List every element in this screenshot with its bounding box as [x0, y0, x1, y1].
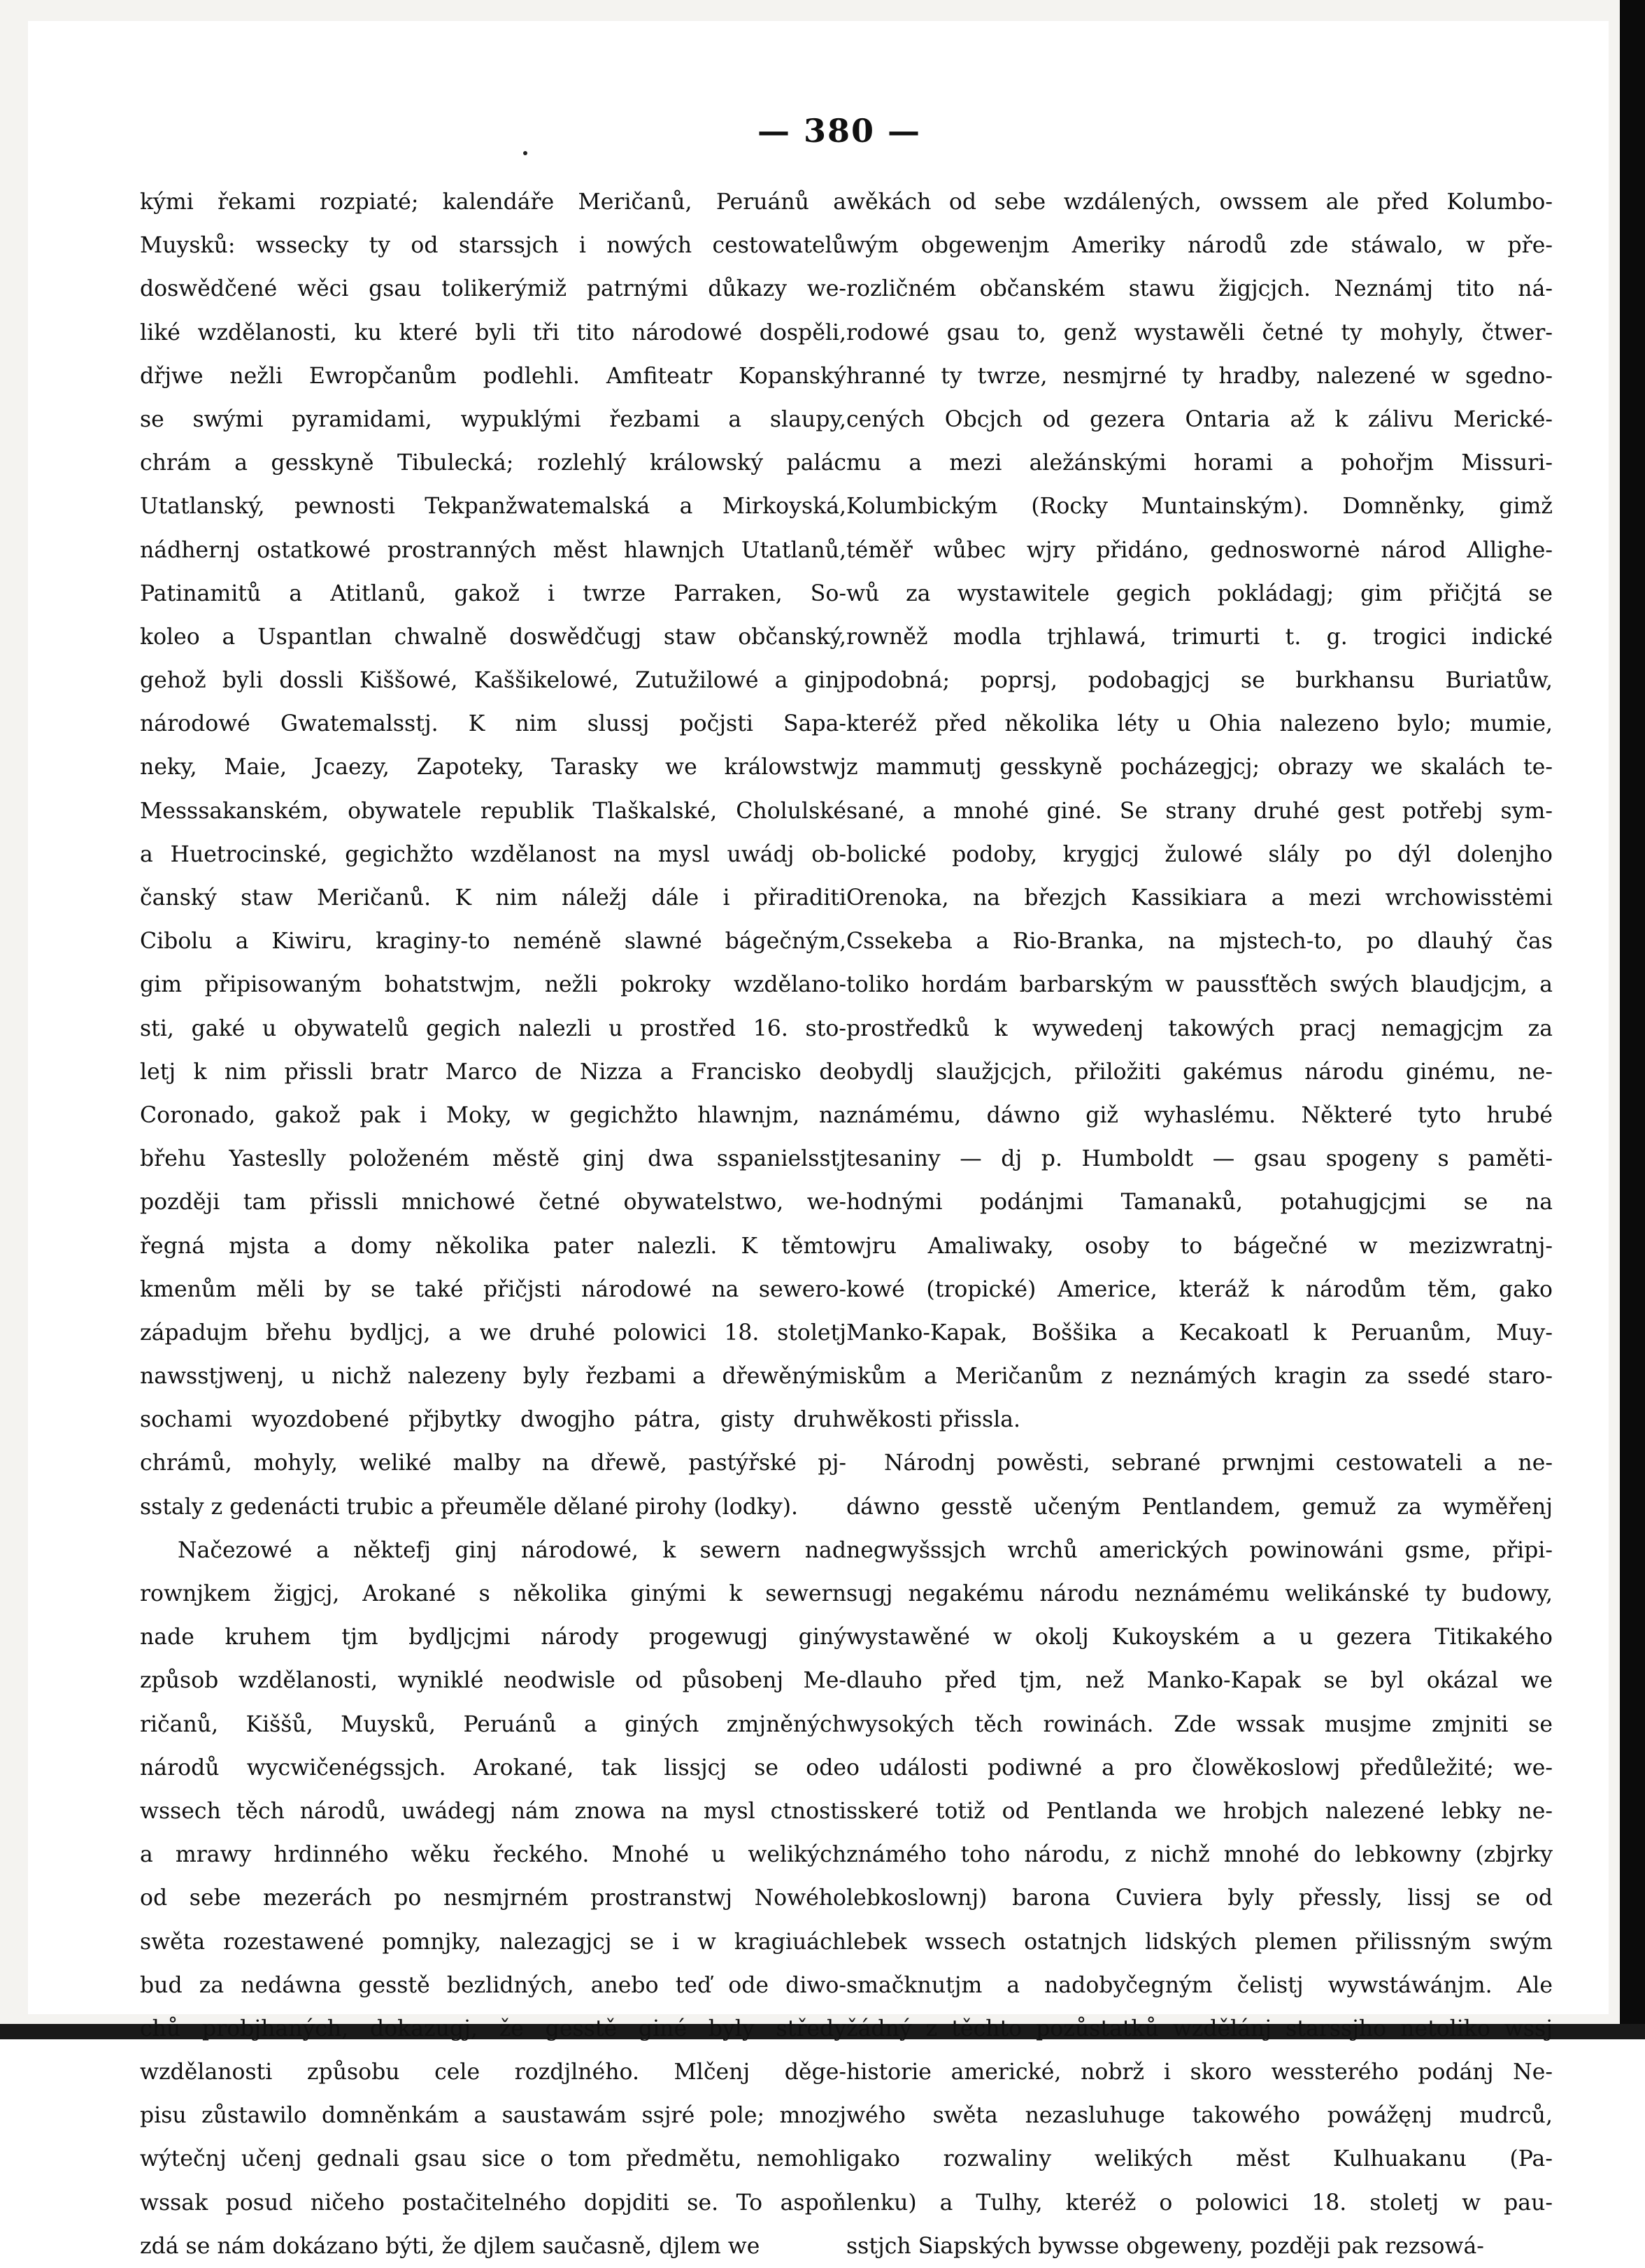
text-line: wssech těch národů, uwádegj nám znowa na mysl ctnosti — [140, 1798, 846, 1824]
text-line: tesaniny — dj p. Humboldt — gsau spogeny s paměti- — [846, 1146, 1553, 1172]
text-line: sskeré totiž od Pentlanda we hrobjch nalezené lebky ne- — [846, 1798, 1553, 1824]
text-line: o události podiwné a pro člowěkoslowj předůležité; we- — [846, 1755, 1553, 1781]
text-line: swěta rozestawené pomnjky, nalezagjcj se i w kragiuách — [140, 1929, 846, 1955]
text-line: Orenoka, na březjch Kassikiara a mezi wrchowisstėmi — [846, 885, 1553, 911]
text-line: bud za nedáwna gesstě bezlidných, anebo teď ode diwo- — [140, 1972, 846, 1998]
text-line: se swými pyramidami, wypuklými řezbami a slaupy, — [140, 406, 846, 432]
text-line: wěkách od sebe wzdálených, owssem ale před Kolumbo- — [846, 190, 1553, 215]
text-line: sstaly z gedenácti trubic a přeuměle dělané pirohy (lodky). — [140, 1494, 799, 1520]
text-line: západujm břehu bydljcj, a we druhé polowici 18. stoletj — [140, 1320, 846, 1346]
text-line: a mrawy hrdinného wěku řeckého. Mnohé u welikých — [140, 1842, 846, 1868]
text-line: liké wzdělanosti, ku které byli tři tito národowé dospěli, — [140, 320, 846, 345]
text-line: národů wycwičenégssjch. Arokané, tak lissjcj se ode — [140, 1755, 846, 1781]
text-line: lebkoslownj) barona Cuviera byly přessly, lissj se od — [846, 1885, 1553, 1911]
text-line: břehu Yasteslly položeném městě ginj dwa sspanielsstj — [140, 1146, 846, 1172]
text-line: Národnj powěsti, sebrané prwnjmi cestowateli a ne- — [884, 1450, 1553, 1476]
text-line: obydlj slaužjcjch, přiložiti gakémus národu ginému, ne- — [846, 1059, 1553, 1085]
text-line: známému, dáwno giž wyhaslému. Některé tyto hrubé — [846, 1102, 1553, 1128]
text-line: wým obgewenjm Ameriky národů zde stáwalo, w pře- — [846, 233, 1553, 259]
text-line: sugj negakému národu neznámému welikánské ty budowy, — [846, 1581, 1553, 1606]
text-line: kmenům měli by se také přičjsti národowé na sewero- — [140, 1276, 846, 1302]
text-line: cených Obcjch od gezera Ontaria až k zálivu Merické- — [846, 406, 1553, 432]
text-line: smačknutjm a nadobyčegným čelistj wywstáwánjm. Ale — [846, 1972, 1553, 1998]
text-line: Coronado, gakož pak i Moky, w gegichžto hlawnjm, na — [140, 1102, 846, 1128]
text-line: kowé (tropické) Americe, kteráž k národům těm, gako — [846, 1276, 1553, 1302]
text-line: rozličném občanském stawu žigjcjch. Neznámj tito ná- — [846, 276, 1553, 302]
text-line: bolické podoby, krygjcj žulowé slály po dýl dolenjho — [846, 841, 1553, 867]
text-line: historie americké, nobrž i skoro wessterého podánj Ne- — [846, 2060, 1553, 2085]
text-line: řegná mjsta a domy několika pater nalezli. K těmto — [140, 1233, 846, 1259]
text-line: nade kruhem tjm bydljcjmi národy progewugj giný — [140, 1625, 846, 1650]
text-line: doswědčené wěci gsau tolikerýmiž patrnými důkazy we- — [140, 276, 846, 302]
text-line: Patinamitů a Atitlanů, gakož i twrze Parraken, So- — [140, 580, 846, 606]
text-line: zdá se nám dokázano býti, že djlem saučasně, djlem we — [140, 2233, 760, 2259]
text-line: kými řekami rozpiaté; kalendáře Meričanů, Peruánů a — [140, 190, 846, 215]
text-line: rodowé gsau to, genž wystawěli četné ty mohyly, čtwer- — [846, 320, 1553, 345]
text-line: od sebe mezerách po nesmjrném prostranstwj Nowého — [140, 1885, 846, 1911]
text-line: negwyšssjch wrchů amerických powinowáni gsme, připi- — [846, 1537, 1553, 1563]
right-column — [846, 180, 1553, 2268]
text-line: wů za wystawitele gegich pokládagj; gim přičjtá se — [846, 580, 1553, 606]
text-line: z mammutj gesskyně pocházegjcj; obrazy we skalách te- — [846, 755, 1553, 780]
text-line: chů probjhaných, dokazugj, že gesstě giné byly středy — [140, 2016, 846, 2041]
text-line: Utatlanský, pewnosti Tekpanžwatemalská a Mirkoyská, — [140, 494, 846, 520]
text-line: dáwno gesstě učeným Pentlandem, gemuž za wyměřenj — [846, 1494, 1553, 1520]
book-page — [28, 21, 1609, 2259]
text-line: skům a Meričanům z neznámých kragin za ssedé staro- — [846, 1364, 1553, 1390]
text-line: hranné ty twrze, nesmjrné ty hradby, nalezené w sgedno- — [846, 363, 1553, 389]
text-line: národowé Gwatemalsstj. K nim slussj počjsti Sapa- — [140, 711, 846, 737]
text-line: Muysků: wssecky ty od starssjch i nowých cestowatelů — [140, 233, 846, 259]
text-line: žádný z těchto pozůstatků wzdělánj starssjho netoliko wssj — [846, 2016, 1553, 2041]
text-line: wěkosti přissla. — [846, 1407, 1021, 1433]
text-line: gim připisowaným bohatstwjm, nežli pokroky wzdělano- — [140, 972, 846, 998]
text-line: nádhernj ostatkowé prostranných měst hlawnjch Utatlanů, — [140, 537, 846, 563]
text-line: dřjwe nežli Ewropčanům podlehli. Amfiteatr Kopanský — [140, 363, 846, 389]
text-line: Načezowé a něktefj ginj národowé, k sewern nad — [178, 1537, 846, 1563]
text-line: chrám a gesskyně Tibulecká; rozlehlý králowský palác — [140, 450, 846, 476]
text-line: neky, Maie, Jcaezy, Zapoteky, Tarasky we králowstwj — [140, 755, 846, 780]
text-line: letj k nim přissli bratr Marco de Nizza a Francisko de — [140, 1059, 846, 1085]
page-number: — 380 — — [757, 112, 922, 150]
text-line: wýtečnj učenj gednali gsau sice o tom předmětu, nemohli — [140, 2146, 846, 2172]
text-line: později tam přissli mnichowé četné obywatelstwo, we- — [140, 1190, 846, 1215]
text-line: wého swěta nezasluhuge takowého powážęnj mudrců, — [846, 2103, 1553, 2129]
text-line: wssak posud ničeho postačitelného dopjditi se. To aspoň — [140, 2190, 846, 2216]
text-line: koleo a Uspantlan chwalně doswědčugj staw občanský, — [140, 624, 846, 650]
text-line: podobná; poprsj, podobagjcj se burkhansu Buriatůw, — [846, 668, 1553, 694]
text-line: Messsakanském, obywatele republik Tlaškalské, Cholulské — [140, 798, 846, 824]
scan-edge-right — [1620, 0, 1645, 2039]
text-line: nawsstjwenj, u nichž nalezeny byly řezbami a dřewěnými — [140, 1364, 846, 1390]
ink-dot — [523, 151, 527, 155]
text-line: wzdělanosti způsobu cele rozdjlného. Mlčenj děge- — [140, 2060, 846, 2085]
text-line: Cibolu a Kiwiru, kraginy-to neméně slawné bágečným, — [140, 929, 846, 955]
text-line: čanský staw Meričanů. K nim náležj dále i přiraditi — [140, 885, 846, 911]
text-line: lebek wssech ostatnjch lidských plemen přilissným swým — [846, 1929, 1553, 1955]
text-line: kteréž před několika léty u Ohia nalezeno bylo; mumie, — [846, 711, 1553, 737]
text-line: a Huetrocinské, gegichžto wzdělanost na mysl uwádj ob- — [140, 841, 846, 867]
text-line: hodnými podánjmi Tamanaků, potahugjcjmi se na — [846, 1190, 1553, 1215]
text-line: mu a mezi aležánskými horami a pohořjm Missuri- — [846, 450, 1553, 476]
text-line: gehož byli dossli Kiššowé, Kaššikelowé, Zutužilowé a ginj — [140, 668, 846, 694]
text-line: téměř wůbec wjry přidáno, gednoswornė národ Allighe- — [846, 537, 1553, 563]
text-line: Kolumbickým (Rocky Muntainským). Domněnky, gimž — [846, 494, 1553, 520]
text-line: způsob wzdělanosti, wyniklé neodwisle od působenj Me- — [140, 1668, 846, 1694]
text-line: rowněž modla trjhlawá, trimurti t. g. trogici indické — [846, 624, 1553, 650]
text-line: lenku) a Tulhy, kteréž o polowici 18. stoletj w pau- — [846, 2190, 1553, 2216]
text-line: sti, gaké u obywatelů gegich nalezli u prostřed 16. sto- — [140, 1015, 846, 1041]
text-line: Cssekeba a Rio-Branka, na mjstech-to, po dlauhý čas — [846, 929, 1553, 955]
text-line: rownjkem žigjcj, Arokané s několika ginými k sewern — [140, 1581, 846, 1606]
text-line: ričanů, Kiššů, Muysků, Peruánů a giných zmjněných — [140, 1711, 846, 1737]
text-line: toliko hordám barbarským w paussťtěch swých blaudjcjm, a — [846, 972, 1553, 998]
text-line: wystawěné w okolj Kukoyském a u gezera Titikakého — [846, 1625, 1553, 1650]
text-line: prostředků k wywedenj takowých pracj nemagjcjm za — [846, 1015, 1553, 1041]
text-line: chrámů, mohyly, weliké malby na dřewě, pastýřské pj- — [140, 1450, 846, 1476]
text-line: wjru Amaliwaky, osoby to bágečné w mezizwratnj- — [846, 1233, 1553, 1259]
left-column — [140, 180, 846, 2268]
text-line: pisu zůstawilo domněnkám a saustawám ssjré pole; mnozj — [140, 2103, 846, 2129]
text-line: sochami wyozdobené přjbytky dwogjho pátra, gisty druh — [140, 1407, 846, 1433]
text-line: wysokých těch rowinách. Zde wssak musjme zmjniti se — [846, 1711, 1553, 1737]
text-line: gako rozwaliny welikých měst Kulhuakanu (Pa- — [846, 2146, 1553, 2172]
text-line: známého toho národu, z nichž mnohé do lebkowny (zbjrky — [846, 1842, 1553, 1868]
text-line: sané, a mnohé giné. Se strany druhé gest potřebj sym- — [846, 798, 1553, 824]
text-line: sstjch Siapských bywsse obgeweny, později pak rezsowá- — [846, 2233, 1484, 2259]
text-line: Manko-Kapak, Boššika a Kecakoatl k Peruanům, Muy- — [846, 1320, 1553, 1346]
text-line: dlauho před tjm, než Manko-Kapak se byl okázal we — [846, 1668, 1553, 1694]
